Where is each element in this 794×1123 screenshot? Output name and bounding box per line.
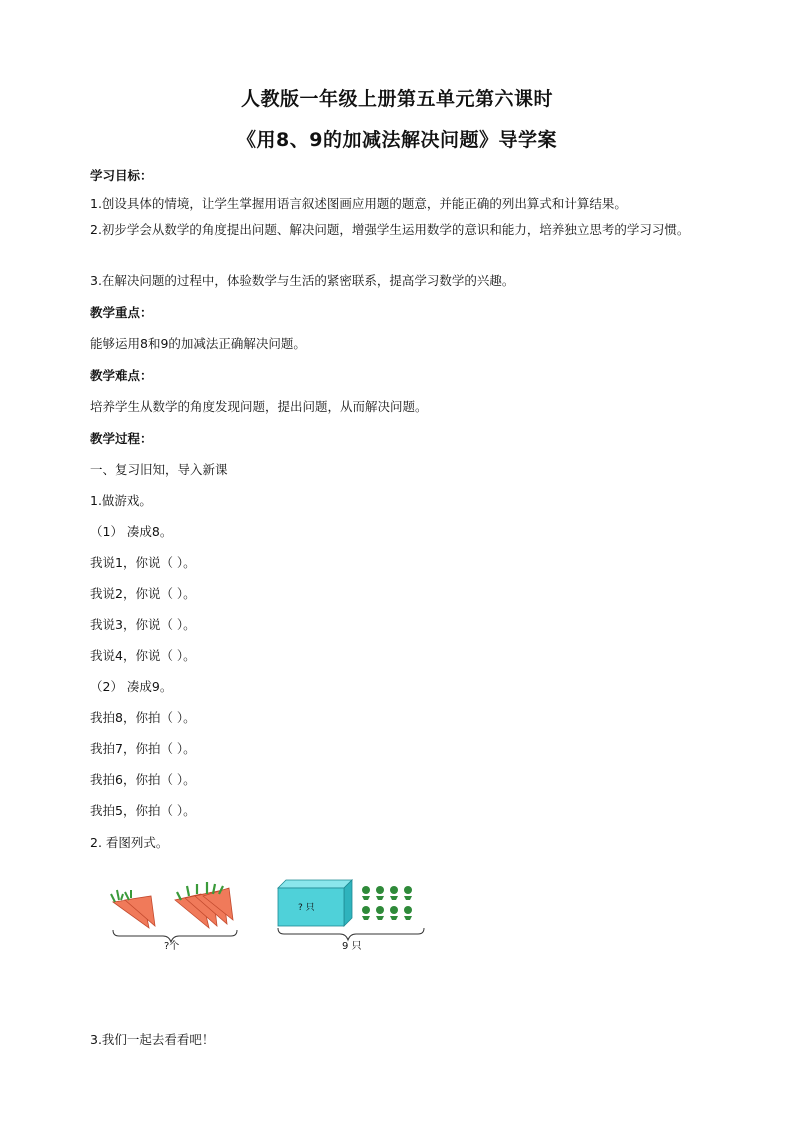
item2: 2. 看图列式。	[90, 835, 169, 850]
box-label: ? 只	[298, 903, 315, 913]
process-heading: 教学过程：	[90, 431, 153, 446]
document-title-line2: 《用8、9的加减法解决问题》导学案	[237, 129, 557, 151]
carrots-total-label: ?个	[164, 941, 180, 952]
difficulty-text: 培养学生从数学的角度发现问题，提出问题，从而解决问题。	[90, 399, 428, 414]
carrot-icon	[111, 890, 155, 928]
game1-heading: （1） 凑成8。	[90, 524, 173, 539]
goal-2: 2.初步学会从数学的角度提出问题、解决问题，增强学生运用数学的意识和能力，培养独立思考的学习习惯。	[90, 222, 690, 237]
document-title-line1: 人教版一年级上册第五单元第六课时	[240, 88, 553, 110]
game1-line-4: 我说4，你说（ ）。	[90, 648, 196, 663]
game2-line-2: 我拍7，你拍（ ）。	[90, 741, 196, 756]
box-animals-figure	[270, 876, 430, 946]
game1-line-3: 我说3，你说（ ）。	[90, 617, 196, 632]
game2-heading: （2） 凑成9。	[90, 679, 173, 694]
animals-icon	[362, 886, 412, 920]
box-icon	[278, 880, 352, 926]
item3: 3.我们一起去看看吧！	[90, 1032, 215, 1047]
difficulty-heading: 教学难点：	[90, 368, 153, 383]
part1-heading: 一、复习旧知，导入新课	[90, 462, 228, 477]
game2-line-4: 我拍5，你拍（ ）。	[90, 803, 196, 818]
key-heading: 教学重点：	[90, 305, 153, 320]
goals-heading: 学习目标：	[90, 168, 153, 183]
goal-3: 3.在解决问题的过程中，体验数学与生活的紧密联系，提高学习数学的兴趣。	[90, 273, 515, 288]
game1-line-1: 我说1，你说（ ）。	[90, 555, 196, 570]
carrot-bunch-icon	[175, 882, 233, 928]
game2-line-1: 我拍8，你拍（ ）。	[90, 710, 196, 725]
goal-1: 1.创设具体的情境，让学生掌握用语言叙述图画应用题的题意，并能正确的列出算式和计算结果。	[90, 196, 627, 211]
game1-line-2: 我说2，你说（ ）。	[90, 586, 196, 601]
game2-line-3: 我拍6，你拍（ ）。	[90, 772, 196, 787]
animals-total-label: 9 只	[342, 941, 362, 952]
item1: 1.做游戏。	[90, 493, 152, 508]
key-text: 能够运用8和9的加减法正确解决问题。	[90, 336, 306, 351]
